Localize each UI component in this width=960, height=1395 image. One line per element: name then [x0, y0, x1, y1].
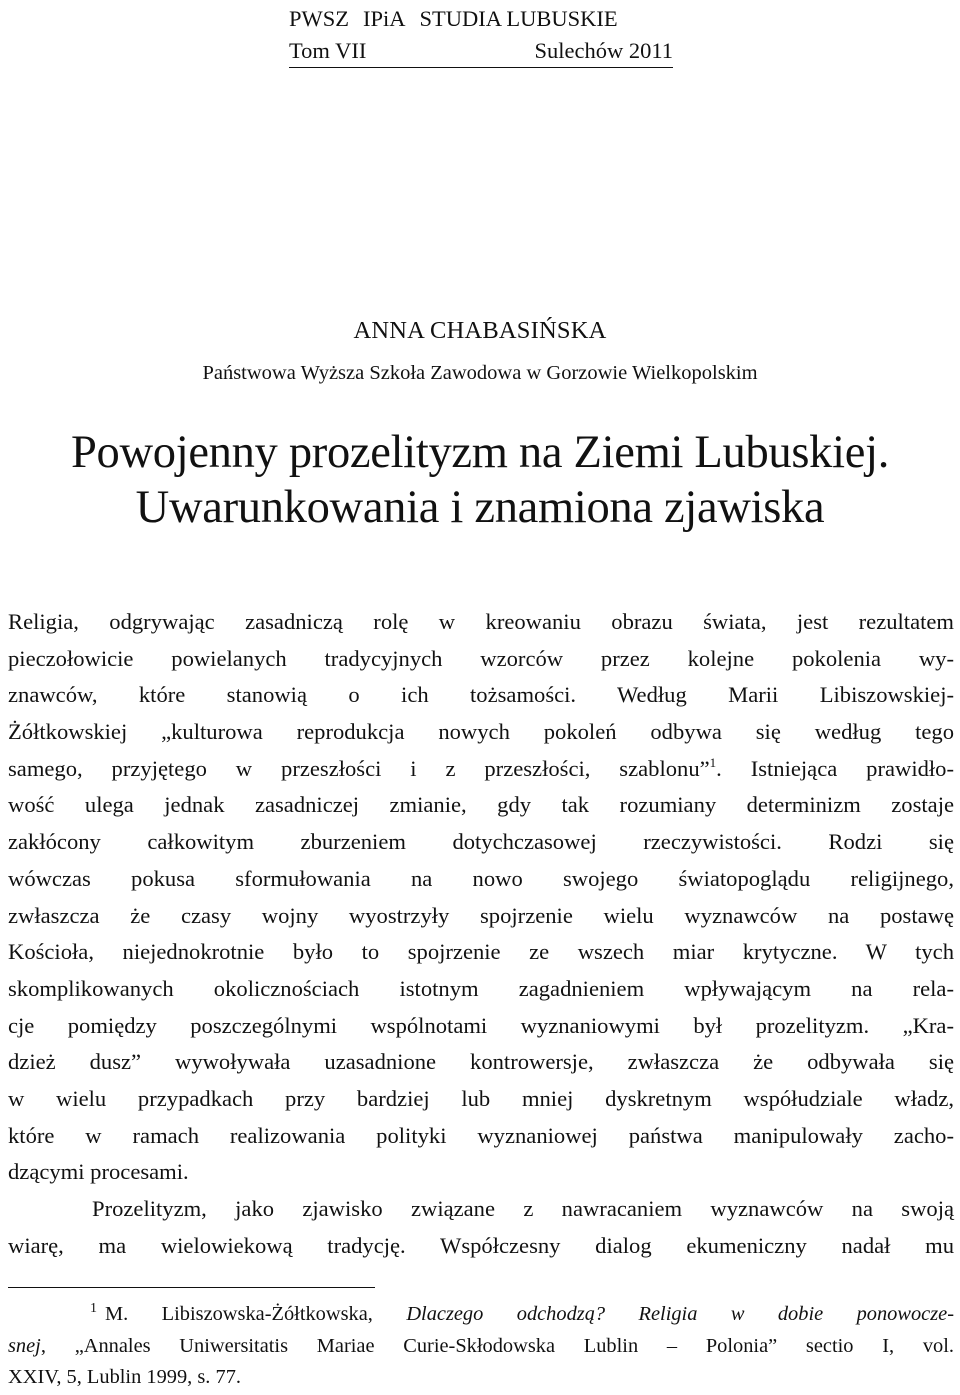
body-line: wość ulega jednak zasadniczej zmianie, gdy tak rozumiany determinizm zostaje: [8, 792, 954, 818]
footnote-ref: 1: [709, 754, 717, 770]
body-line: znawców, które stanowią o ich tożsamości. Według Marii Libiszowskiej-: [8, 682, 954, 708]
body-line: Prozelityzm, jako zjawisko związane z nawracaniem wyznawców na swoją: [92, 1196, 954, 1221]
volume-line: [289, 36, 673, 68]
body-line: [8, 751, 954, 788]
body-line: Religia, odgrywając zasadniczą rolę w kreowaniu obrazu świata, jest rezultatem: [8, 609, 954, 634]
series-ipia: IPiA: [363, 6, 406, 31]
body-line: Żółtkowskiej „kulturowa reprodukcja nowych pokoleń odbywa się według tego: [8, 719, 954, 745]
footnote-number: 1: [90, 1301, 97, 1316]
body-line-text: samego, przyjętego w przeszłości i z przeszłości, szablonu”: [8, 755, 710, 781]
body-line: pieczołowicie powielanych tradycyjnych wzorców przez kolejne pokolenia wy-: [8, 645, 954, 671]
body-line: zakłócony całkowitym zburzeniem dotychczasowej rzeczywistości. Rodzi się: [8, 829, 954, 855]
body-line: dzież dusz” wywoływała uzasadnione kontrowersje, zwłaszcza że odbywała się: [8, 1049, 954, 1075]
footnote-divider: [8, 1287, 375, 1288]
series-line: [289, 2, 673, 36]
series-name: STUDIA LUBUSKIE: [419, 6, 618, 31]
footnote-title: Dlaczego odchodzą? Religia w dobie ponowocze-: [406, 1303, 954, 1325]
footnote-author: M. Libiszowska-Żółtkowska,: [105, 1303, 373, 1325]
author-affiliation: Państwowa Wyższa Szkoła Zawodowa w Gorzowie Wielkopolskim: [202, 362, 758, 384]
footnote-title-cont: snej: [8, 1334, 41, 1357]
body-line: Kościoła, niejednokrotnie było to spojrzenie ze wszech miar krytyczne. W tych: [8, 939, 954, 965]
body-line-text: . Istniejąca prawidło-: [716, 755, 954, 781]
body-line: wiarę, ma wielowiekową tradycję. Współczesny dialog ekumeniczny nadał mu: [8, 1232, 954, 1258]
title-line-2: Uwarunkowania i znamiona zjawiska: [135, 482, 825, 533]
article-title: [0, 425, 960, 535]
body-line: zwłaszcza że czasy wojny wyostrzyły spojrzenie wielu wyznawców na postawę: [8, 902, 954, 928]
running-header: [289, 2, 673, 68]
body-text: [8, 604, 954, 1264]
body-line: które w ramach realizowania polityki wyznaniowej państwa manipulowały zacho-: [8, 1122, 954, 1148]
body-line: w wielu przypadkach przy bardziej lub mniej dyskretnym współudziale władz,: [8, 1085, 954, 1111]
footnote-line: [8, 1331, 954, 1363]
author-name: ANNA CHABASIŃSKA: [353, 317, 607, 344]
series-pwsz: PWSZ: [289, 6, 350, 31]
body-line: dzącymi procesami.: [8, 1159, 189, 1185]
volume-number: Tom VII: [289, 38, 367, 63]
footnote: [8, 1299, 954, 1394]
body-line: cje pomiędzy poszczególnymi wspólnotami wyznaniowymi był prozelityzm. „Kra-: [8, 1012, 954, 1038]
body-line: wówczas pokusa sformułowania na nowo swojego światopoglądu religijnego,: [8, 865, 954, 891]
footnote-source: , „Annales Uniwersitatis Mariae Curie-Skłodowska Lublin – Polonia” sectio I, vol.: [40, 1334, 954, 1357]
footnote-line: [8, 1299, 954, 1331]
title-line-1: Powojenny prozelityzm na Ziemi Lubuskiej.: [70, 427, 890, 478]
place-year: Sulechów 2011: [534, 38, 673, 63]
footnote-line: XXIV, 5, Lublin 1999, s. 77.: [8, 1366, 241, 1388]
body-line: skomplikowanych okolicznościach istotnym zagadnieniem wpływającym na rela-: [8, 975, 954, 1001]
